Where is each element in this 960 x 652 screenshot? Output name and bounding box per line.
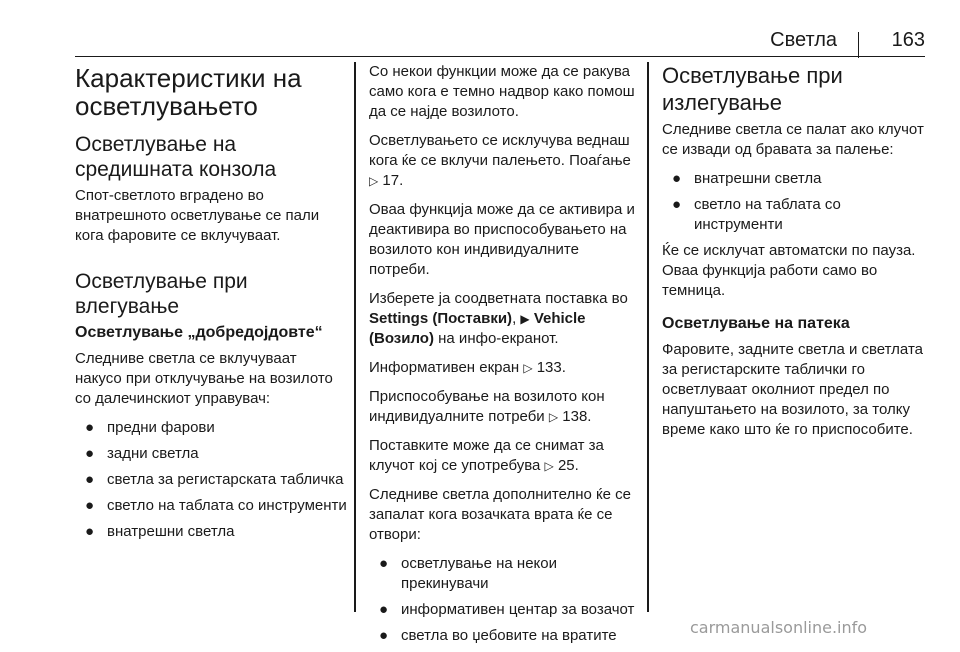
list-item: ● предни фарови [85, 419, 215, 436]
column-1 [75, 62, 347, 548]
list-item: ● светло на таблата со инструменти [672, 196, 841, 233]
watermark: carmanualsonline.info [690, 618, 868, 637]
page-ref[interactable]: 25. [557, 457, 579, 474]
paragraph: Приспособување на возилото кон индивидуалните потреби ▷ 138. [369, 388, 605, 425]
chapter-heading: Карактеристики на осветлувањето [75, 63, 302, 121]
menu-arrow-icon: ▶ [520, 312, 530, 326]
list-item: ● светла за регистарската табличка [85, 471, 344, 488]
header-divider [858, 32, 860, 58]
list-item: ● внатрешни светла [672, 170, 822, 187]
door-lights-list [369, 554, 641, 646]
paragraph: Изберете ја соодветната поставка во Settings (Поставки), ▶ Vehicle (Возило) на инфо-екранот. [369, 290, 628, 347]
paragraph: Оваа функција може да се активира и деактивира во приспособувањето на возилото кон индивидуалните потреби. [369, 201, 635, 278]
column-2 [369, 62, 641, 652]
list-item: ● светла во џебовите на вратите [379, 627, 617, 644]
path-lighting-heading: Осветлување на патека [662, 315, 850, 332]
column-divider-2 [647, 62, 649, 612]
welcome-lights-list [75, 418, 347, 542]
vehicle-menu-label: Vehicle (Возило) [369, 310, 586, 347]
paragraph: Информативен екран ▷ 133. [369, 359, 566, 376]
page-header [75, 28, 925, 57]
exit-lighting-text: Следниве светла се палат ако клучот се извади од бравата за палење: [662, 121, 924, 158]
list-item: ● внатрешни светла [85, 523, 235, 540]
list-item: ● светло на таблата со инструменти [85, 497, 347, 514]
entry-lighting-heading: Осветлување при влегување [75, 270, 248, 318]
exit-lighting-note: Ќе се исклучат автоматски по пауза. Оваа функција работи само во темница. [662, 242, 916, 299]
paragraph: Следниве светла дополнително ќе се запалат кога возачката врата ќе се отвори: [369, 486, 631, 543]
path-lighting-text: Фаровите, задните светла и светлата за регистарските таблички го осветлуваат околниот предел по напуштањето на возилото, за толку време како што ќе го приспособите. [662, 341, 923, 438]
paragraph: Со некои функции може да се ракува само кога е темно надвор како помош да се најде возилото. [369, 63, 635, 120]
section-title: Светла [770, 29, 837, 51]
settings-menu-label: Settings (Поставки) [369, 310, 513, 327]
page-number: 163 [891, 29, 925, 51]
welcome-lighting-text: Следниве светла се вклучуваат накусо при отклучување на возилото со далечинскиот управувач: [75, 350, 333, 407]
list-item: ● осветлување на некои прекинувачи [379, 555, 557, 592]
list-item: ● задни светла [85, 445, 199, 462]
exit-lighting-heading: Осветлување при излегување [662, 63, 843, 115]
page-ref[interactable]: 133. [536, 359, 566, 376]
exit-lights-list [662, 169, 927, 235]
page-ref-icon: ▷ [523, 361, 533, 375]
welcome-lighting-heading: Осветлување „добредојдовте“ [75, 324, 323, 341]
page-ref-icon: ▷ [369, 174, 379, 188]
page-ref-icon: ▷ [548, 410, 559, 424]
console-lighting-text: Спот-светлото вградено во внатрешното осветлување се пали кога фаровите се вклучуваат. [75, 187, 320, 244]
page-ref[interactable]: 138. [562, 408, 592, 425]
column-3 [662, 62, 927, 449]
console-lighting-heading: Осветлување на средишната конзола [75, 133, 277, 181]
list-item: ● информативен центар за возачот [379, 601, 635, 618]
page-ref-icon: ▷ [544, 459, 554, 473]
page-ref[interactable]: 17. [382, 172, 404, 189]
paragraph: Поставките може да се снимат за клучот кој се употребува ▷ 25. [369, 437, 604, 474]
paragraph: Осветлувањето се исклучува веднаш кога ќе се вклучи палењето. Поаѓање ▷ 17. [369, 132, 631, 189]
column-divider-1 [354, 62, 356, 612]
